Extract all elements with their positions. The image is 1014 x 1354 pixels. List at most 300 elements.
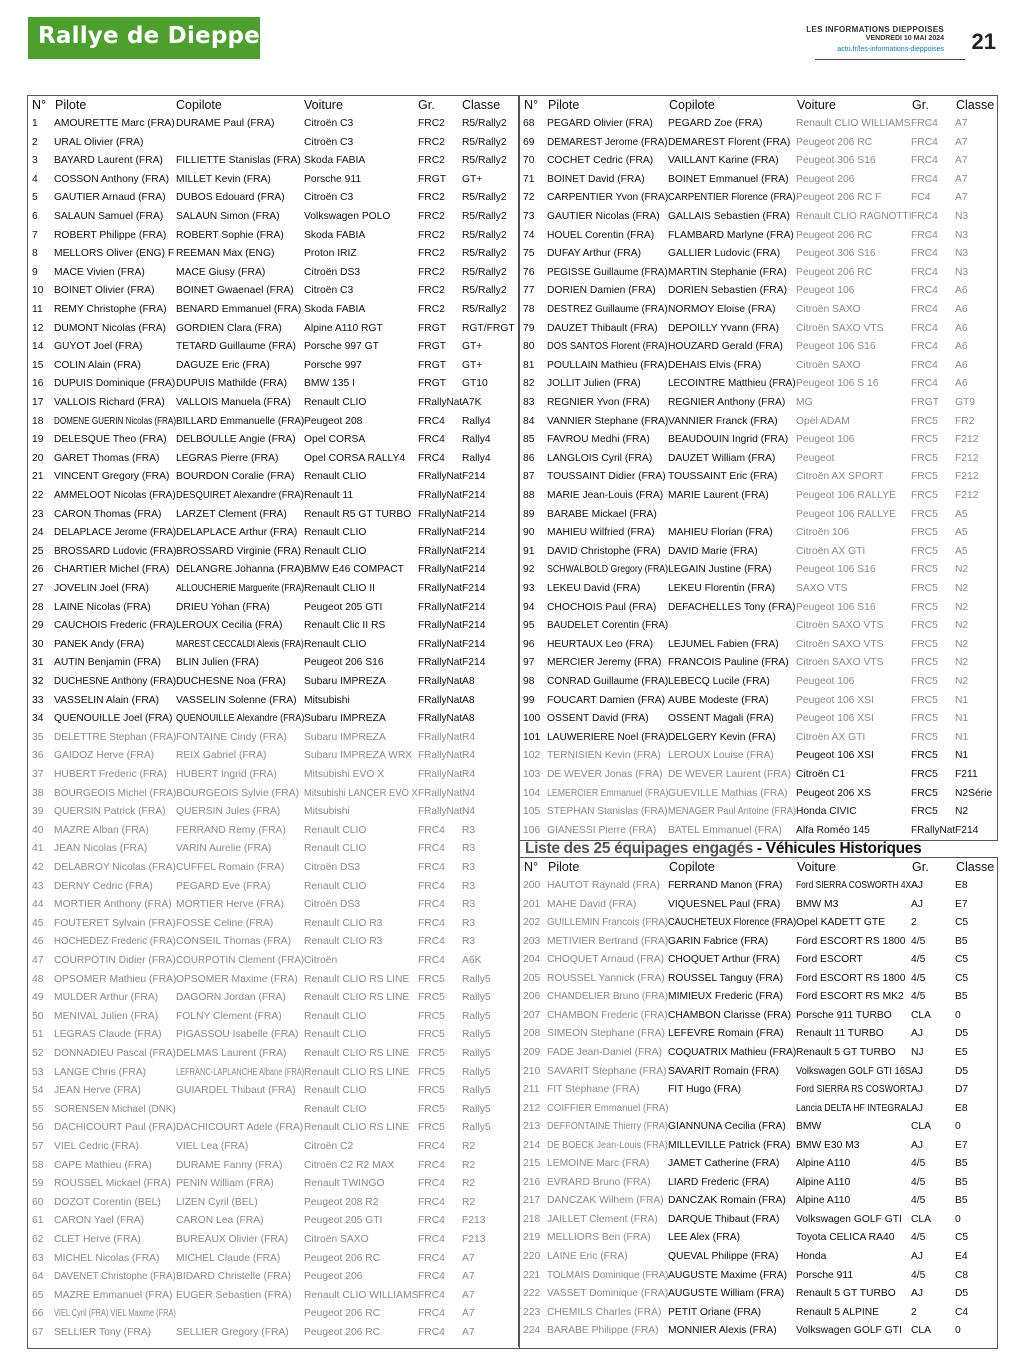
copilote-name: BOINET Gwaenael (FRA) [176, 285, 294, 297]
pilote-name: DUCHESNE Anthony (FRA) [54, 676, 177, 687]
car-group: FRC4 [418, 1178, 445, 1190]
car-group: FRGT [418, 322, 447, 334]
car-class: A7 [462, 1308, 475, 1320]
entry-number: 74 [523, 229, 535, 241]
entry-number: 100 [523, 713, 541, 725]
entry-number: 56 [32, 1122, 44, 1134]
car-group: FRallyNat [418, 508, 463, 520]
car-group: FRC5 [418, 1085, 445, 1097]
car-class: Rally5 [462, 1103, 491, 1115]
table-row [28, 1157, 519, 1176]
car-group: FRC4 [418, 1289, 445, 1301]
entry-number: 215 [523, 1158, 541, 1170]
entry-number: 206 [523, 991, 541, 1003]
car-model: Porsche 997 GT [304, 341, 379, 353]
copilote-name: LEGAIN Justine (FRA) [668, 564, 772, 576]
table-row [28, 506, 519, 525]
car-class: RGT/FRGT [462, 322, 515, 334]
car-model: Citroën DS3 [304, 899, 361, 911]
car-group: CLA [911, 1121, 932, 1133]
car-class: Rally5 [462, 1066, 491, 1078]
car-class: A6 [955, 378, 968, 390]
entry-number: 76 [523, 266, 535, 278]
table-row [28, 1268, 519, 1287]
car-class: 0 [955, 1325, 961, 1337]
pilote-name: MAZRE Alban (FRA) [54, 824, 149, 836]
table-row [28, 1212, 519, 1231]
publication-url[interactable]: actu.fr/les-informations-dieppoises [837, 46, 944, 53]
car-class: N2Série [955, 787, 993, 799]
entry-number: 72 [523, 192, 535, 204]
car-model: Volkswagen GOLF GTI [796, 1325, 902, 1337]
table-row [519, 1192, 997, 1211]
car-model: Porsche 911 [796, 1269, 854, 1281]
car-model: Renault CLIO RAGNOTTI [796, 211, 912, 222]
table-row [519, 282, 997, 301]
car-model: Ford ESCORT RS 1800 [796, 935, 906, 947]
car-model: Peugeot 106 S16 [796, 601, 876, 613]
pilote-name: FAVROU Medhi (FRA) [547, 434, 650, 446]
car-class: 0 [955, 1121, 961, 1133]
table-row [28, 487, 519, 506]
table-row [28, 580, 519, 599]
car-model: Mitsubishi LANCER EVO X [304, 787, 418, 799]
table-row [519, 1174, 997, 1193]
car-group: FRallyNat [418, 527, 463, 539]
table-row [28, 171, 519, 190]
entry-number: 60 [32, 1196, 44, 1208]
pilote-name: COIFFIER Emmanuel (FRA) [547, 1102, 669, 1114]
car-group: 4/5 [911, 1269, 926, 1281]
copilote-name: ALLOUCHERIE Marguerite (FRA) [176, 583, 305, 594]
pilote-name: JEAN Herve (FRA) [54, 1085, 141, 1097]
entry-number: 47 [32, 955, 44, 966]
car-class: R3 [462, 917, 476, 929]
pilote-name: VALLOIS Richard (FRA) [54, 397, 165, 408]
car-group: FRC5 [911, 471, 938, 483]
pilote-name: FOUTERET Sylvain (FRA) [54, 917, 176, 929]
table-row [28, 208, 519, 227]
table-row [519, 785, 997, 804]
car-group: 4/5 [911, 1232, 926, 1244]
car-class: R5/Rally2 [462, 211, 507, 222]
car-class: N1 [955, 731, 969, 743]
entry-number: 203 [523, 935, 541, 947]
car-model: Renault Clic II RS [304, 620, 386, 632]
car-model: Renault CLIO [304, 1010, 367, 1022]
table-row [519, 896, 997, 915]
table-row [28, 115, 519, 134]
entry-number: 201 [523, 898, 541, 910]
car-group: FRC5 [911, 676, 938, 687]
pilote-name: LEMERCIER Emmanuel (FRA) [547, 787, 669, 799]
car-group: FRC5 [911, 806, 938, 818]
car-model: Renault CLIO II [304, 583, 375, 594]
copilote-name: DELBOULLE Angie (FRA) [176, 434, 296, 446]
car-group: FRC4 [418, 1327, 445, 1338]
pilote-name: AUTIN Benjamin (FRA) [54, 657, 161, 669]
pilote-name: CHANDELIER Bruno (FRA) [547, 991, 669, 1003]
car-group: FRC5 [911, 769, 938, 780]
copilote-name: FONTAINE Cindy (FRA) [176, 731, 287, 743]
copilote-name: LEKEU Florentin (FRA) [668, 583, 776, 594]
entry-number: 71 [523, 173, 535, 185]
pilote-name: DEFFONTAINE Thierry (FRA) [547, 1121, 668, 1133]
car-class: R2 [462, 1196, 476, 1208]
car-class: R5/Rally2 [462, 285, 507, 297]
car-model: Peugeot 206 [304, 1271, 363, 1283]
car-group: FRallyNat [418, 564, 463, 576]
entry-number: 84 [523, 415, 535, 427]
car-class: C5 [955, 917, 969, 929]
copilote-name: GUEVILLE Mathias (FRA) [668, 787, 788, 799]
table-row [28, 599, 519, 618]
copilote-name: BOINET Emmanuel (FRA) [668, 173, 789, 185]
car-model: Citroën C2 R2 MAX [304, 1159, 395, 1171]
table-row [519, 1322, 997, 1341]
pilote-name: TERNISIEN Kevin (FRA) [547, 750, 661, 762]
copilote-name: DELGERY Kevin (FRA) [668, 731, 776, 743]
table-row [519, 208, 997, 227]
car-group: FRallyNat [418, 490, 463, 501]
car-model: BMW E30 M3 [796, 1139, 860, 1151]
entry-number: 95 [523, 620, 535, 632]
table-row [519, 673, 997, 692]
pilote-name: LANGE Chris (FRA) [54, 1066, 147, 1078]
pilote-name: EVRARD Bruno (FRA) [547, 1176, 651, 1188]
pilote-name: DANCZAK Wilhem (FRA) [547, 1195, 664, 1207]
pilote-name: VIEL Cyril (FRA) VIEL Maxime (FRA) [54, 1308, 176, 1320]
car-class: R5/Rally2 [462, 304, 507, 315]
car-model: Renault 11 [304, 490, 354, 501]
car-class: N4 [462, 787, 476, 799]
car-class: FR2 [955, 415, 975, 427]
car-model: Subaru IMPREZA WRX [304, 750, 413, 762]
copilote-name: FRANCOIS Pauline (FRA) [668, 657, 789, 669]
table-row [519, 1211, 997, 1230]
table-row [519, 468, 997, 487]
car-model: Citroën SAXO VTS [796, 657, 884, 669]
table-row [519, 1025, 997, 1044]
car-group: FRC4 [911, 378, 938, 390]
car-model: Citroën SAXO [796, 359, 861, 371]
copilote-name: GUIARDEL Thibaut (FRA) [176, 1085, 296, 1097]
copilote-name: BOURGEOIS Sylvie (FRA) [176, 787, 300, 799]
entry-number: 43 [32, 880, 44, 892]
copilote-name: ROBERT Sophie (FRA) [176, 229, 284, 241]
pilote-name: QUERSIN Patrick (FRA) [54, 806, 166, 818]
car-model: Alpine A110 RGT [304, 322, 383, 334]
car-group: FRallyNat [418, 806, 463, 818]
copilote-name: FIT Hugo (FRA) [668, 1084, 742, 1096]
pilote-name: DESTREZ Guillaume (FRA) [547, 304, 668, 315]
car-group: FRC5 [911, 713, 938, 725]
car-group: CLA [911, 1325, 932, 1337]
pilote-name: POULLAIN Mathieu (FRA) [547, 359, 668, 371]
pilote-name: CHEMILS Charles (FRA) [547, 1306, 662, 1318]
entry-number: 1 [32, 118, 38, 129]
copilote-name: LEFEVRE Romain (FRA) [668, 1028, 784, 1040]
table-row [519, 729, 997, 748]
entry-number: 59 [32, 1178, 44, 1190]
car-model: Ford SIERRA COSWORTH 4X [796, 880, 912, 891]
car-model: Citroën C1 [796, 769, 846, 780]
car-group: FRallyNat [911, 824, 956, 836]
car-class: Rally5 [462, 1029, 491, 1041]
car-group: FRallyNat [418, 545, 463, 557]
entry-number: 101 [523, 731, 541, 743]
car-group: FRC5 [911, 583, 938, 594]
car-class: R5/Rally2 [462, 155, 507, 167]
entry-number: 104 [523, 787, 541, 799]
car-group: FRC5 [911, 638, 938, 650]
entry-number: 21 [32, 471, 44, 483]
car-model: Mitsubishi [304, 806, 350, 818]
copilote-name: REIX Gabriel (FRA) [176, 750, 267, 762]
pilote-name: HEURTAUX Leo (FRA) [547, 638, 654, 650]
entry-number: 38 [32, 787, 44, 799]
table-row [28, 543, 519, 562]
car-class: GT10 [462, 378, 488, 390]
table-row [28, 1082, 519, 1101]
car-group: FRallyNat [418, 750, 463, 762]
car-class: F213 [462, 1215, 486, 1227]
car-group: FRC5 [911, 731, 938, 743]
pilote-name: SELLIER Tony (FRA) [54, 1327, 152, 1338]
car-class: 0 [955, 1009, 961, 1021]
table-row [28, 971, 519, 990]
entry-number: 78 [523, 304, 535, 315]
car-class: B5 [955, 935, 968, 947]
pilote-name: CLET Herve (FRA) [54, 1234, 141, 1245]
car-group: FRGT [418, 173, 447, 185]
car-class: E8 [955, 1102, 968, 1114]
car-class: R2 [462, 1141, 476, 1152]
pilote-name: MACE Vivien (FRA) [54, 266, 145, 278]
historic-title-main: Liste des 25 équipages engagés [525, 840, 753, 857]
publication-date: VENDREDI 10 MAI 2024 [865, 35, 944, 42]
car-class: E5 [955, 1046, 968, 1058]
pilote-name: DERNY Cedric (FRA) [54, 880, 153, 892]
entry-number: 94 [523, 601, 535, 613]
entry-number: 73 [523, 211, 535, 222]
car-group: FRC4 [911, 304, 938, 315]
pilote-name: CAUCHOIS Frederic (FRA) [54, 620, 177, 632]
entry-number: 200 [523, 880, 541, 891]
car-group: FRC4 [418, 917, 445, 929]
pilote-name: HOUEL Corentin (FRA) [547, 229, 655, 241]
car-group: FRC5 [418, 1122, 445, 1134]
car-class: A7 [462, 1327, 475, 1338]
pilote-name: REGNIER Yvon (FRA) [547, 397, 650, 408]
entry-number: 96 [523, 638, 535, 650]
car-model: Peugeot 106 [796, 285, 855, 297]
table-row [28, 1231, 519, 1250]
copilote-name: MAHIEU Florian (FRA) [668, 527, 773, 539]
car-class: A7 [462, 1289, 475, 1301]
pilote-name: LAINE Nicolas (FRA) [54, 601, 151, 613]
entry-number: 66 [32, 1308, 44, 1320]
pilote-name: HOCHEDEZ Frederic (FRA) [54, 936, 176, 948]
car-model: Subaru IMPREZA [304, 676, 386, 687]
entry-number: 216 [523, 1176, 541, 1188]
car-class: R3 [462, 824, 476, 836]
table-row [28, 134, 519, 153]
car-model: Peugeot 205 GTI [304, 1215, 383, 1227]
car-group: FRallyNat [418, 620, 463, 632]
entry-number: 32 [32, 676, 44, 687]
entry-number: 92 [523, 564, 535, 576]
car-group: CLA [911, 1009, 932, 1021]
entry-number: 30 [32, 638, 44, 650]
pilote-name: DORIEN Damien (FRA) [547, 285, 656, 297]
copilote-name: CUFFEL Romain (FRA) [176, 862, 285, 873]
car-group: FRC4 [911, 173, 938, 185]
car-class: R5/Rally2 [462, 229, 507, 241]
car-model: Citroën C3 [304, 192, 354, 204]
pilote-name: COURPOTIN Didier (FRA) [54, 955, 176, 966]
car-group: FRC4 [911, 155, 938, 167]
car-group: FRC2 [418, 304, 445, 315]
table-row [519, 320, 997, 339]
pilote-name: CARON Yael (FRA) [54, 1215, 145, 1227]
car-model: Peugeot 206 S16 [304, 657, 384, 669]
copilote-name: MIMIEUX Frederic (FRA) [668, 991, 783, 1003]
car-model: Renault CLIO WILLIAMS [796, 118, 911, 129]
car-class: N3 [955, 211, 969, 222]
car-model: Citroën C2 [304, 1141, 354, 1152]
pilote-name: GAUTIER Arnaud (FRA) [54, 192, 166, 204]
pilote-name: COLIN Alain (FRA) [54, 359, 141, 371]
car-class: Rally5 [462, 1085, 491, 1097]
copilote-name: DAVID Marie (FRA) [668, 545, 758, 557]
car-group: NJ [911, 1046, 924, 1058]
car-group: FRGT [418, 378, 447, 390]
car-class: A6 [955, 341, 968, 353]
copilote-name: BLIN Julien (FRA) [176, 657, 259, 669]
table-row [28, 617, 519, 636]
table-row [519, 227, 997, 246]
car-model: Ford ESCORT RS MK2 [796, 991, 904, 1003]
car-class: E7 [955, 1139, 968, 1151]
car-class: A8 [462, 676, 475, 687]
header-groupe: Gr. [912, 98, 929, 112]
table-row [28, 766, 519, 785]
pilote-name: ROBERT Philippe (FRA) [54, 229, 167, 241]
car-class: Rally5 [462, 992, 491, 1004]
entry-number: 41 [32, 843, 44, 855]
copilote-name: ROUSSEL Tanguy (FRA) [668, 972, 784, 984]
car-group: FRallyNat [418, 601, 463, 613]
pilote-name: STEPHAN Stanislas (FRA) [547, 806, 668, 818]
table-row [28, 1175, 519, 1194]
table-row [519, 487, 997, 506]
car-group: FRC4 [911, 118, 938, 129]
car-class: F214 [462, 638, 486, 650]
copilote-name: EUGER Sebastien (FRA) [176, 1289, 292, 1301]
copilote-name: TETARD Guillaume (FRA) [176, 341, 296, 353]
car-group: FRallyNat [418, 694, 463, 706]
car-group: AJ [911, 1288, 924, 1300]
copilote-name: VIQUESNEL Paul (FRA) [668, 898, 781, 910]
car-class: A5 [955, 545, 968, 557]
car-class: N1 [955, 694, 969, 706]
car-model: Renault CLIO [304, 843, 367, 855]
table-row [28, 561, 519, 580]
table-row [519, 710, 997, 729]
car-model: Mitsubishi EVO X [304, 769, 385, 780]
car-group: FRC5 [911, 415, 938, 427]
car-model: Opel CORSA [304, 434, 366, 446]
car-class: C5 [955, 1232, 969, 1244]
car-model: Honda CIVIC [796, 806, 857, 818]
entry-number: 53 [32, 1066, 44, 1078]
copilote-name: DEMAREST Florent (FRA) [668, 136, 791, 148]
car-model: Renault CLIO RS LINE [304, 1066, 410, 1078]
copilote-name: COURPOTIN Clement (FRA) [176, 955, 305, 966]
table-row [519, 1248, 997, 1267]
table-row [519, 988, 997, 1007]
car-class: Rally5 [462, 1122, 491, 1134]
pilote-name: CAPE Mathieu (FRA) [54, 1159, 152, 1171]
table-row [519, 1044, 997, 1063]
pilote-name: MELLORS Oliver (ENG) F [54, 248, 175, 260]
pilote-name: MULDER Arthur (FRA) [54, 992, 159, 1004]
car-group: FRC5 [911, 620, 938, 632]
car-class: F214 [462, 545, 486, 557]
car-model: BMW E46 COMPACT [304, 564, 404, 576]
pilote-name: AMMELOOT Nicolas (FRA) [54, 490, 176, 501]
copilote-name: LEFRANC-LAPLANCHE Albane (FRA) [176, 1066, 305, 1078]
car-class: B5 [955, 1176, 968, 1188]
entry-number: 6 [32, 211, 38, 222]
car-model: Peugeot 206 RC F [796, 192, 882, 204]
copilote-name: DARQUE Thibaut (FRA) [668, 1213, 780, 1225]
car-class: R3 [462, 862, 476, 873]
pilote-name: MERCIER Jeremy (FRA) [547, 657, 662, 669]
copilote-name: MAREST CECCALDI Alexis (FRA) [176, 638, 304, 650]
table-row [519, 766, 997, 785]
copilote-name: BENARD Emmanuel (FRA) [176, 304, 302, 315]
pilote-name: CONRAD Guillaume (FRA) [547, 676, 669, 687]
historic-entry-list [519, 857, 998, 1349]
car-group: FRC2 [418, 118, 445, 129]
car-class: F214 [462, 490, 486, 501]
table-row [28, 878, 519, 897]
car-group: AJ [911, 880, 924, 891]
car-class: A5 [955, 508, 968, 520]
entry-number: 11 [32, 304, 43, 315]
table-row [28, 152, 519, 171]
pilote-name: JOVELIN Joel (FRA) [54, 583, 149, 594]
car-class: B5 [955, 1158, 968, 1170]
pilote-name: DOZOT Corentin (BEL) [54, 1196, 161, 1208]
car-group: FRC4 [911, 359, 938, 371]
car-model: Peugeot 206 RC [304, 1308, 381, 1320]
entry-number: 20 [32, 452, 44, 464]
entry-number: 8 [32, 248, 38, 260]
table-row [519, 970, 997, 989]
table-row [519, 617, 997, 636]
copilote-name: PEGARD Eve (FRA) [176, 880, 271, 892]
car-model: Mitsubishi [304, 694, 350, 706]
entry-number: 224 [523, 1325, 541, 1337]
table-row [28, 952, 519, 971]
copilote-name: DORIEN Sebastien (FRA) [668, 285, 788, 297]
table-row [28, 915, 519, 934]
car-group: FRC4 [911, 229, 938, 241]
entry-number: 69 [523, 136, 535, 148]
